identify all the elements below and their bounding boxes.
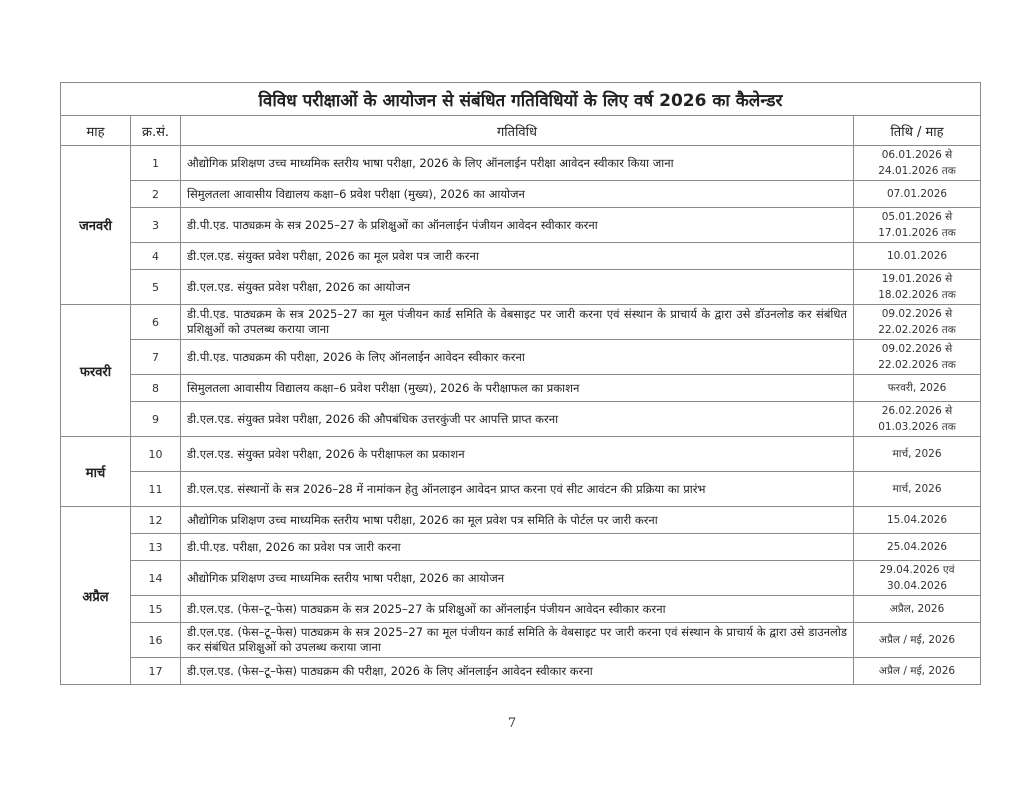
- table-row: [61, 596, 981, 623]
- table-row: [61, 305, 981, 340]
- activity-cell: डी.एल.एड. संयुक्त प्रवेश परीक्षा, 2026 का मूल प्रवेश पत्र जारी करना: [181, 243, 854, 270]
- date-cell: अप्रैल / मई, 2026: [854, 658, 981, 685]
- month-cell-april: अप्रैल: [61, 507, 131, 685]
- table-row: [61, 534, 981, 561]
- serial-cell: 15: [131, 596, 181, 623]
- column-header-date: तिथि / माह: [854, 116, 981, 146]
- serial-cell: 16: [131, 623, 181, 658]
- date-line: 09.02.2026 से: [881, 343, 953, 355]
- activity-cell: डी.पी.एड. पाठ्यक्रम के सत्र 2025–27 के प्रशिक्षुओं का ऑनलाईन पंजीयन आवेदन स्वीकार करना: [181, 208, 854, 243]
- date-cell: 10.01.2026: [854, 243, 981, 270]
- date-line: 17.01.2026 तक: [878, 227, 956, 239]
- activity-cell: डी.पी.एड. पाठ्यक्रम के सत्र 2025–27 का मूल पंजीयन कार्ड समिति के वेबसाइट पर जारी करना एवं संस्थान के प्राचार्य के द्वारा उसे डॉउनलोड कर संबंधित प्रशिक्षुओं को उपलब्ध कराया जाना: [181, 305, 854, 340]
- date-cell: [854, 146, 981, 181]
- table-row: [61, 402, 981, 437]
- month-cell-march: मार्च: [61, 437, 131, 507]
- serial-cell: 10: [131, 437, 181, 472]
- date-line: 06.01.2026 से: [881, 149, 953, 161]
- page-number: 7: [507, 716, 517, 731]
- serial-cell: 1: [131, 146, 181, 181]
- date-line: 30.04.2026: [886, 580, 948, 592]
- serial-cell: 13: [131, 534, 181, 561]
- date-cell: [854, 402, 981, 437]
- column-header-activity: गतिविधि: [181, 116, 854, 146]
- serial-cell: 12: [131, 507, 181, 534]
- date-cell: 15.04.2026: [854, 507, 981, 534]
- date-cell: [854, 561, 981, 596]
- date-line: 18.02.2026 तक: [878, 289, 956, 301]
- date-line: 26.02.2026 से: [881, 405, 953, 417]
- serial-cell: 14: [131, 561, 181, 596]
- date-cell: फरवरी, 2026: [854, 375, 981, 402]
- date-cell: 07.01.2026: [854, 181, 981, 208]
- serial-cell: 5: [131, 270, 181, 305]
- table-row: [61, 243, 981, 270]
- date-line: 22.02.2026 तक: [878, 359, 956, 371]
- table-row: [61, 658, 981, 685]
- serial-cell: 3: [131, 208, 181, 243]
- date-cell: [854, 340, 981, 375]
- activity-cell: डी.एल.एड. (फेस–टू–फेस) पाठ्यक्रम की परीक्षा, 2026 के लिए ऑनलाईन आवेदन स्वीकार करना: [181, 658, 854, 685]
- activity-cell: डी.एल.एड. संयुक्त प्रवेश परीक्षा, 2026 की औपबंधिक उत्तरकुंजी पर आपत्ति प्राप्त करना: [181, 402, 854, 437]
- activity-cell: डी.एल.एड. संस्थानों के सत्र 2026–28 में नामांकन हेतु ऑनलाइन आवेदन प्राप्त करना एवं सीट आवंटन की प्रक्रिया का प्रारंभ: [181, 472, 854, 507]
- calendar-table: [60, 82, 981, 685]
- activity-cell: डी.एल.एड. (फेस–टू–फेस) पाठ्यक्रम के सत्र 2025–27 के प्रशिक्षुओं का ऑनलाईन पंजीयन आवेदन स्वीकार करना: [181, 596, 854, 623]
- activity-cell: डी.एल.एड. (फेस–टू–फेस) पाठ्यक्रम के सत्र 2025–27 का मूल पंजीयन कार्ड समिति के वेबसाइट पर जारी करना एवं संस्थान के प्राचार्य के द्वारा उसे डाउनलोड कर संबंधित प्रशिक्षुओं को उपलब्ध कराया जाना: [181, 623, 854, 658]
- table-row: [61, 507, 981, 534]
- date-line: 24.01.2026 तक: [878, 165, 956, 177]
- activity-cell: औद्योगिक प्रशिक्षण उच्च माध्यमिक स्तरीय भाषा परीक्षा, 2026 के लिए ऑनलाईन परीक्षा आवेदन स्वीकार किया जाना: [181, 146, 854, 181]
- table-row: [61, 340, 981, 375]
- table-row: [61, 472, 981, 507]
- table-row: [61, 181, 981, 208]
- table-row: [61, 208, 981, 243]
- table-row: [61, 561, 981, 596]
- date-line: 05.01.2026 से: [881, 211, 953, 223]
- date-line: 01.03.2026 तक: [878, 421, 956, 433]
- serial-cell: 17: [131, 658, 181, 685]
- date-cell: मार्च, 2026: [854, 437, 981, 472]
- table-row: [61, 146, 981, 181]
- table-title: विविध परीक्षाओं के आयोजन से संबंधित गतिविधियों के लिए वर्ष 2026 का कैलेन्डर: [61, 83, 981, 116]
- date-cell: [854, 305, 981, 340]
- table-row: [61, 270, 981, 305]
- activity-cell: डी.पी.एड. परीक्षा, 2026 का प्रवेश पत्र जारी करना: [181, 534, 854, 561]
- activity-cell: डी.एल.एड. संयुक्त प्रवेश परीक्षा, 2026 का आयोजन: [181, 270, 854, 305]
- table-row: [61, 375, 981, 402]
- serial-cell: 9: [131, 402, 181, 437]
- date-cell: [854, 208, 981, 243]
- date-cell: मार्च, 2026: [854, 472, 981, 507]
- serial-cell: 4: [131, 243, 181, 270]
- serial-cell: 6: [131, 305, 181, 340]
- date-line: 29.04.2026 एवं: [879, 564, 955, 576]
- serial-cell: 2: [131, 181, 181, 208]
- activity-cell: डी.एल.एड. संयुक्त प्रवेश परीक्षा, 2026 के परीक्षाफल का प्रकाशन: [181, 437, 854, 472]
- activity-cell: औद्योगिक प्रशिक्षण उच्च माध्यमिक स्तरीय भाषा परीक्षा, 2026 का मूल प्रवेश पत्र समिति के पोर्टल पर जारी करना: [181, 507, 854, 534]
- date-cell: अप्रैल / मई, 2026: [854, 623, 981, 658]
- column-header-serial: क्र.सं.: [131, 116, 181, 146]
- column-header-month: माह: [61, 116, 131, 146]
- month-cell-january: जनवरी: [61, 146, 131, 305]
- activity-cell: डी.पी.एड. पाठ्यक्रम की परीक्षा, 2026 के लिए ऑनलाईन आवेदन स्वीकार करना: [181, 340, 854, 375]
- date-line: 19.01.2026 से: [881, 273, 953, 285]
- date-line: 22.02.2026 तक: [878, 324, 956, 336]
- serial-cell: 8: [131, 375, 181, 402]
- table-row: [61, 437, 981, 472]
- date-cell: [854, 270, 981, 305]
- activity-cell: सिमुलतला आवासीय विद्यालय कक्षा–6 प्रवेश परीक्षा (मुख्य), 2026 के परीक्षाफल का प्रकाशन: [181, 375, 854, 402]
- activity-cell: औद्योगिक प्रशिक्षण उच्च माध्यमिक स्तरीय भाषा परीक्षा, 2026 का आयोजन: [181, 561, 854, 596]
- serial-cell: 7: [131, 340, 181, 375]
- serial-cell: 11: [131, 472, 181, 507]
- date-cell: 25.04.2026: [854, 534, 981, 561]
- date-line: 09.02.2026 से: [881, 308, 953, 320]
- table-row: [61, 623, 981, 658]
- date-cell: अप्रैल, 2026: [854, 596, 981, 623]
- month-cell-february: फरवरी: [61, 305, 131, 437]
- activity-cell: सिमुलतला आवासीय विद्यालय कक्षा–6 प्रवेश परीक्षा (मुख्य), 2026 का आयोजन: [181, 181, 854, 208]
